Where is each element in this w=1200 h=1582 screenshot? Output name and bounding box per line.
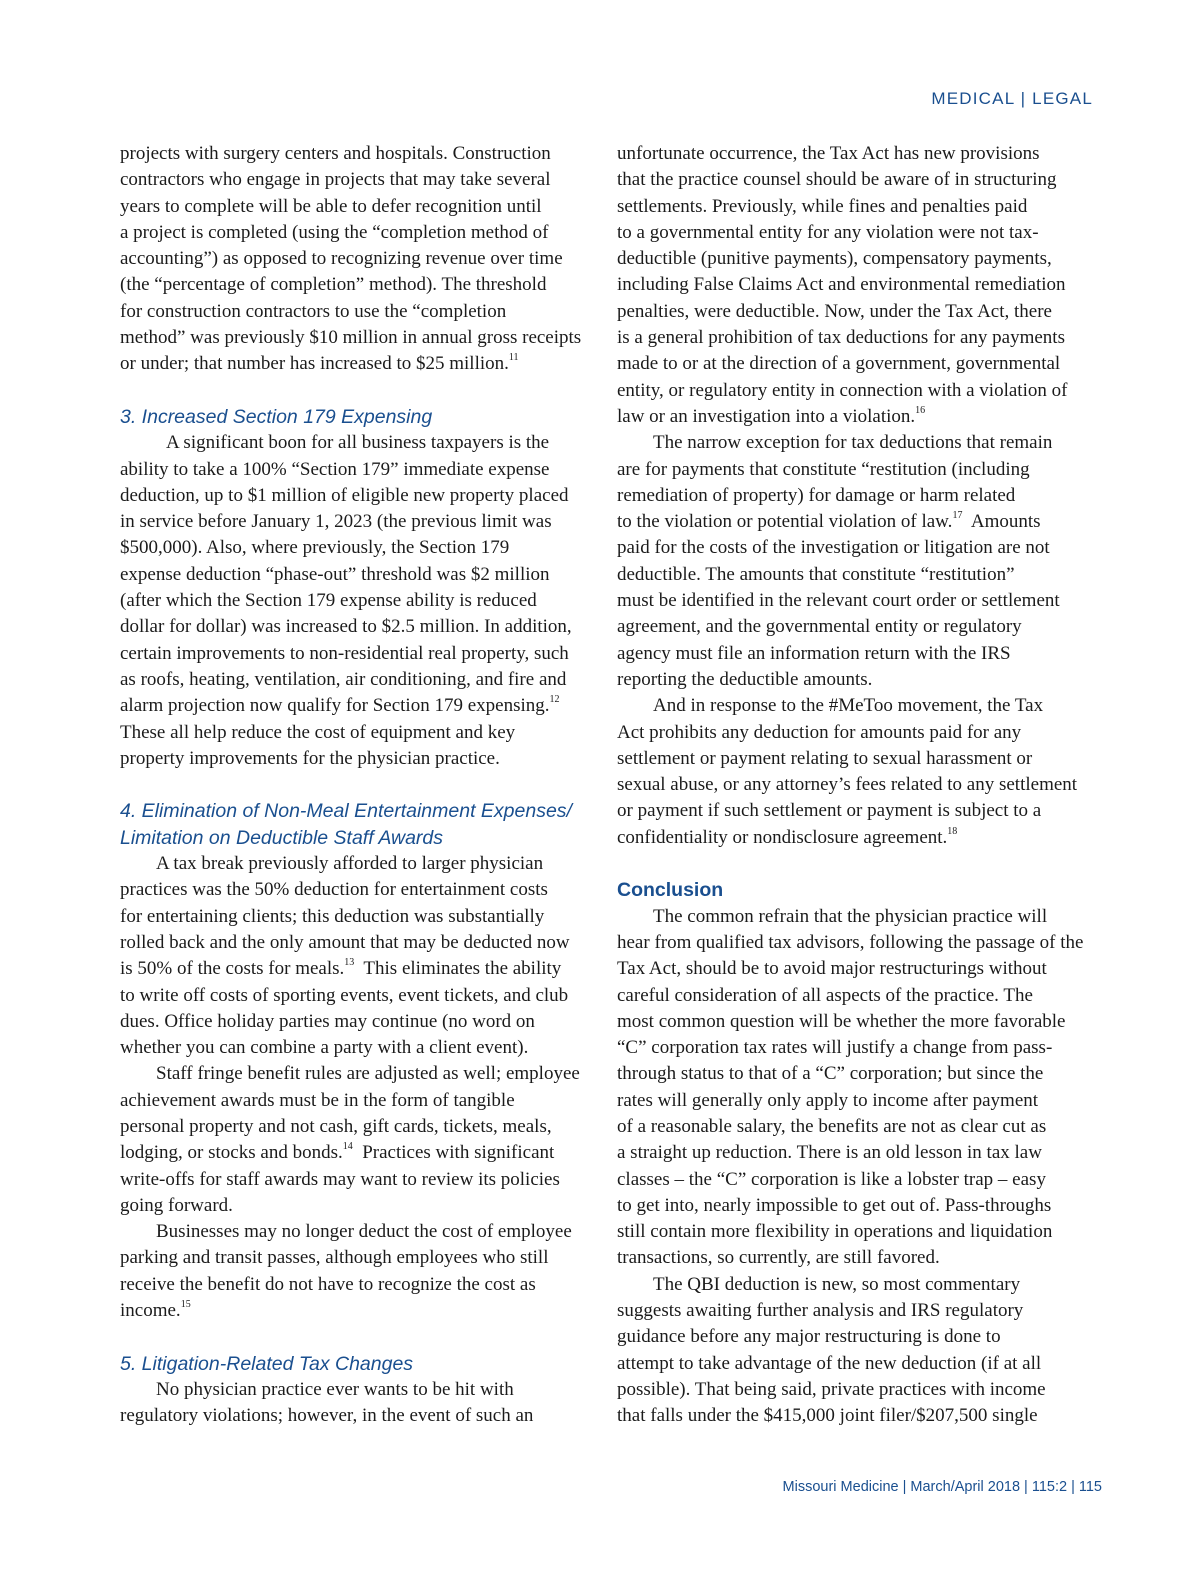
- text-line: law or an investigation into a violation.$^{16}$: [617, 404, 926, 427]
- right-column: [617, 141, 1095, 1430]
- text-line: for construction contractors to use the “completion: [120, 300, 507, 322]
- paragraph: [617, 141, 1095, 430]
- text-line: alarm projection now qualify for Section 179 expensing.$^{12}$: [120, 694, 560, 717]
- section-heading-179: 3. Increased Section 179 Expensing: [120, 405, 433, 428]
- text-line: suggests awaiting further analysis and IRS regulatory: [617, 1300, 1024, 1322]
- text-line: transactions, so currently, are still favored.: [617, 1247, 940, 1269]
- footnote-ref: 13: [344, 957, 355, 969]
- text-line: certain improvements to non-residential real property, such: [120, 642, 569, 664]
- text-line: for entertaining clients; this deduction was substantially: [120, 905, 545, 927]
- text-line: dollar for dollar) was increased to $2.5 million. In addition,: [120, 616, 572, 638]
- text-line: remediation of property) for damage or harm related: [617, 484, 1016, 506]
- text-line: including False Claims Act and environmental remediation: [617, 274, 1066, 296]
- text-line: through status to that of a “C” corporation; but since the: [617, 1063, 1044, 1085]
- paragraph: [120, 430, 598, 772]
- text-line: practices was the 50% deduction for entertainment costs: [120, 879, 548, 901]
- text-line: whether you can combine a party with a client event).: [120, 1037, 529, 1059]
- text-line: parking and transit passes, although employees who still: [120, 1247, 549, 1269]
- text-line: penalties, were deductible. Now, under the Tax Act, there: [617, 300, 1052, 322]
- text-line: The common refrain that the physician practice will: [653, 905, 1048, 927]
- text-line: careful consideration of all aspects of the practice. The: [617, 984, 1033, 1006]
- text-line: regulatory violations; however, in the event of such an: [120, 1405, 534, 1427]
- text-line: lodging, or stocks and bonds.$^{14}$ Practices with significant: [120, 1141, 555, 1164]
- text-line: hear from qualified tax advisors, following the passage of the: [617, 931, 1084, 953]
- text-line: A significant boon for all business taxpayers is the: [166, 432, 550, 454]
- text-line: is 50% of the costs for meals.$^{13}$ This eliminates the ability: [120, 957, 562, 980]
- footnote-ref: 18: [947, 825, 958, 837]
- text-line: Tax Act, should be to avoid major restructurings without: [617, 958, 1047, 980]
- text-line: dues. Office holiday parties may continue (no word on: [120, 1010, 535, 1032]
- text-line: (the “percentage of completion” method). The threshold: [120, 274, 547, 296]
- text-line: property improvements for the physician practice.: [120, 747, 500, 769]
- page-footer-citation: Missouri Medicine | March/April 2018 | 115:2 | 115: [782, 1479, 1102, 1495]
- text-line: classes – the “C” corporation is like a lobster trap – easy: [617, 1168, 1046, 1190]
- text-line: are for payments that constitute “restitution (including: [617, 458, 1030, 480]
- text-line: years to complete will be able to defer recognition until: [120, 195, 542, 217]
- text-line: No physician practice ever wants to be hit with: [156, 1378, 514, 1400]
- section-heading-litigation: 5. Litigation-Related Tax Changes: [120, 1352, 414, 1375]
- paragraph: [120, 1377, 598, 1430]
- text-line: accounting”) as opposed to recognizing revenue over time: [120, 248, 563, 270]
- text-line: write-offs for staff awards may want to review its policies: [120, 1168, 560, 1190]
- paragraph: [120, 1061, 598, 1219]
- text-line: These all help reduce the cost of equipment and key: [120, 721, 516, 743]
- text-line: rates will generally only apply to income after payment: [617, 1089, 1039, 1111]
- paragraph: [617, 430, 1095, 693]
- text-line: or payment if such settlement or payment is subject to a: [617, 800, 1042, 822]
- footnote-ref: 15: [180, 1299, 191, 1311]
- paragraph: [120, 141, 598, 378]
- footnote-ref: 11: [508, 352, 519, 364]
- text-line: reporting the deductible amounts.: [617, 668, 873, 690]
- text-line: ability to take a 100% “Section 179” immediate expense: [120, 458, 550, 480]
- text-line: that falls under the $415,000 joint filer/$207,500 single: [617, 1405, 1038, 1427]
- text-line: deductible (punitive payments), compensatory payments,: [617, 248, 1052, 270]
- section-heading-conclusion: Conclusion: [617, 879, 724, 902]
- text-line: must be identified in the relevant court order or settlement: [617, 590, 1060, 612]
- text-line: in service before January 1, 2023 (the previous limit was: [120, 511, 552, 533]
- text-line: income.$^{15}$: [120, 1299, 191, 1322]
- text-line: The QBI deduction is new, so most commentary: [653, 1273, 1021, 1295]
- text-line: rolled back and the only amount that may be deducted now: [120, 931, 570, 953]
- paragraph: [120, 851, 598, 1061]
- left-column: [120, 141, 598, 1430]
- paragraph: [617, 1272, 1095, 1430]
- text-line: guidance before any major restructuring is done to: [617, 1326, 1001, 1348]
- text-line: And in response to the #MeToo movement, the Tax: [653, 695, 1044, 717]
- section-heading-staff-awards: Limitation on Deductible Staff Awards: [120, 826, 444, 849]
- text-line: made to or at the direction of a government, governmental: [617, 353, 1061, 375]
- text-line: (after which the Section 179 expense ability is reduced: [120, 590, 537, 612]
- text-line: a project is completed (using the “completion method of: [120, 221, 549, 243]
- paragraph: [120, 1219, 598, 1324]
- text-line: Act prohibits any deduction for amounts paid for any: [617, 721, 1022, 743]
- section-heading-entertainment: 4. Elimination of Non-Meal Entertainment Expenses/: [120, 800, 572, 823]
- text-line: $500,000). Also, where previously, the Section 179: [120, 537, 510, 559]
- footnote-ref: 12: [549, 694, 560, 706]
- text-line: receive the benefit do not have to recognize the cost as: [120, 1273, 536, 1295]
- text-line: sexual abuse, or any attorney’s fees related to any settlement: [617, 774, 1078, 796]
- text-line: to a governmental entity for any violation were not tax-: [617, 221, 1039, 243]
- paragraph: [617, 693, 1095, 851]
- text-line: most common question will be whether the more favorable: [617, 1010, 1066, 1032]
- text-line: unfortunate occurrence, the Tax Act has new provisions: [617, 143, 1040, 164]
- text-line: achievement awards must be in the form of tangible: [120, 1089, 515, 1111]
- text-line: that the practice counsel should be aware of in structuring: [617, 169, 1057, 191]
- text-line: possible). That being said, private practices with income: [617, 1378, 1046, 1400]
- text-line: Staff fringe benefit rules are adjusted as well; employee: [156, 1063, 580, 1085]
- section-header: MEDICAL | LEGAL: [931, 89, 1093, 108]
- text-line: is a general prohibition of tax deductions for any payments: [617, 327, 1065, 349]
- text-line: to get into, nearly impossible to get out of. Pass-throughs: [617, 1194, 1052, 1216]
- text-line: settlements. Previously, while fines and penalties paid: [617, 195, 1028, 217]
- text-line: contractors who engage in projects that may take several: [120, 169, 551, 191]
- text-line: agency must file an information return with the IRS: [617, 642, 1011, 664]
- text-line: A tax break previously afforded to larger physician: [156, 853, 544, 875]
- footnote-ref: 17: [952, 510, 963, 522]
- text-line: The narrow exception for tax deductions that remain: [653, 432, 1053, 454]
- text-line: going forward.: [120, 1194, 233, 1216]
- text-line: expense deduction “phase-out” threshold was $2 million: [120, 563, 550, 585]
- text-line: attempt to take advantage of the new deduction (if at all: [617, 1352, 1042, 1374]
- text-line: of a reasonable salary, the benefits are not as clear cut as: [617, 1115, 1047, 1137]
- text-line: to write off costs of sporting events, event tickets, and club: [120, 984, 569, 1006]
- footnote-ref: 14: [342, 1141, 353, 1153]
- text-line: as roofs, heating, ventilation, air conditioning, and fire and: [120, 668, 567, 690]
- text-line: projects with surgery centers and hospitals. Construction: [120, 143, 551, 164]
- text-line: “C” corporation tax rates will justify a change from pass-: [617, 1037, 1053, 1059]
- text-line: paid for the costs of the investigation or litigation are not: [617, 537, 1050, 559]
- text-line: agreement, and the governmental entity or regulatory: [617, 616, 1022, 638]
- text-line: confidentiality or nondisclosure agreement.$^{18}$: [617, 825, 958, 848]
- text-line: method” was previously $10 million in annual gross receipts: [120, 327, 582, 349]
- text-line: deduction, up to $1 million of eligible new property placed: [120, 484, 569, 506]
- text-line: entity, or regulatory entity in connection with a violation of: [617, 379, 1068, 401]
- text-line: still contain more flexibility in operations and liquidation: [617, 1221, 1053, 1243]
- footnote-ref: 16: [915, 404, 926, 416]
- paragraph: [617, 904, 1095, 1272]
- text-line: Businesses may no longer deduct the cost of employee: [156, 1221, 572, 1243]
- text-line: personal property and not cash, gift cards, tickets, meals,: [120, 1115, 552, 1137]
- text-line: settlement or payment relating to sexual harassment or: [617, 747, 1033, 769]
- text-line: deductible. The amounts that constitute “restitution”: [617, 563, 1015, 585]
- text-line: a straight up reduction. There is an old lesson in tax law: [617, 1142, 1042, 1164]
- text-line: or under; that number has increased to $25 million.$^{11}$: [120, 352, 519, 375]
- text-line: to the violation or potential violation of law.$^{17}$ Amounts: [617, 510, 1041, 533]
